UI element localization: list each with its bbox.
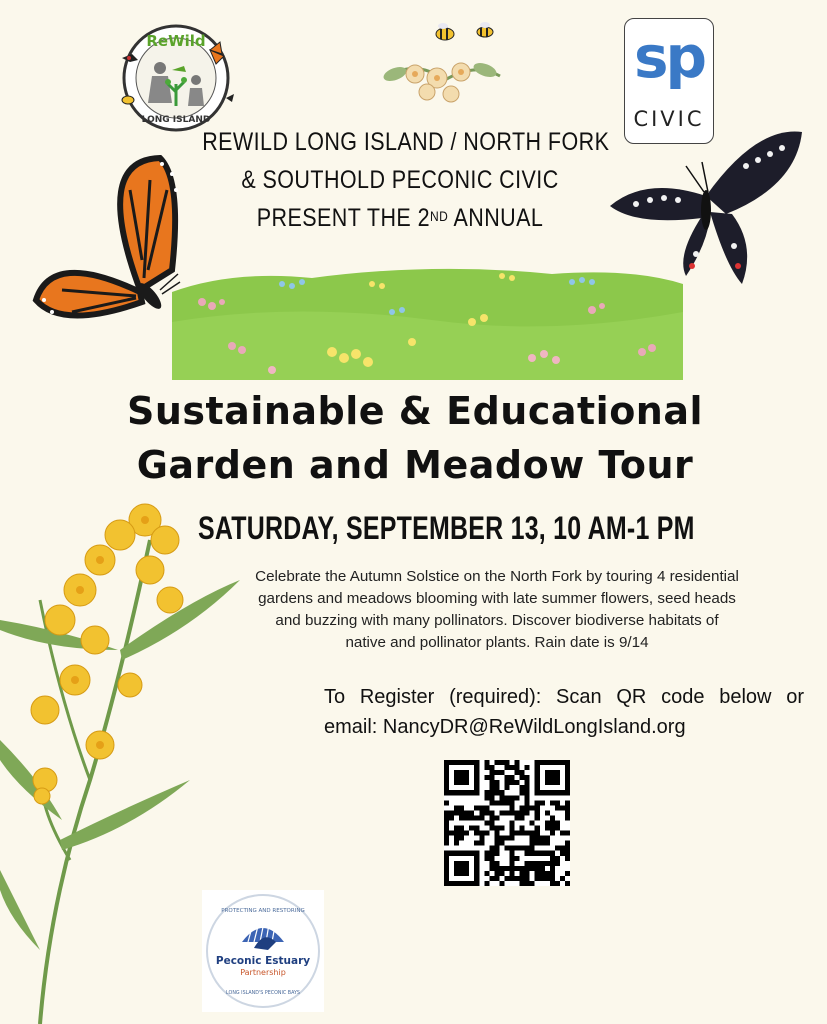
event-description <box>228 566 766 654</box>
bee-icon <box>477 22 493 37</box>
header-line-3 <box>202 199 598 237</box>
peconic-estuary-partnership-logo <box>202 890 324 1012</box>
title-line-2: Garden and Meadow Tour <box>136 443 694 487</box>
header-line-3-main: PRESENT THE 2 <box>256 204 430 232</box>
header-line-3-superscript: ND <box>429 208 449 224</box>
header-line-2: & SOUTHOLD PECONIC CIVIC <box>241 166 559 194</box>
header-line-1: REWILD LONG ISLAND / NORTH FORK <box>202 128 610 156</box>
rewild-long-island-logo <box>112 18 240 138</box>
peconic-logo-top-text: PROTECTING AND RESTORING <box>221 908 305 914</box>
bee-icon <box>436 23 454 40</box>
title-line-1: Sustainable & Educational <box>126 389 704 433</box>
flowers-bees-illustration <box>375 18 505 110</box>
registration-qr-code[interactable] <box>444 760 570 886</box>
sp-logo-letters: sp <box>633 23 705 91</box>
peconic-logo-name: Peconic Estuary <box>215 955 311 967</box>
peconic-logo-bottom-text: LONG ISLAND'S PECONIC BAYS <box>226 991 300 996</box>
header-line-3-end: ANNUAL <box>448 204 544 232</box>
rewild-logo-top-text: ReWild <box>146 32 206 50</box>
description-line-3: and buzzing with many pollinators. Discover biodiverse habitats of <box>275 612 719 629</box>
monarch-butterfly-illustration <box>32 150 182 325</box>
register-line-1: To Register (required): Scan QR code below or <box>324 686 804 708</box>
registration-info <box>324 682 804 742</box>
event-date: SATURDAY, SEPTEMBER 13, 10 AM-1 PM <box>198 510 695 546</box>
presenters-header <box>202 123 610 237</box>
description-line-2: gardens and meadows blooming with late summer flowers, seed heads <box>258 590 736 607</box>
peconic-logo-partnership: Partnership <box>240 968 286 977</box>
meadow-illustration <box>172 262 683 380</box>
rewild-logo-bottom-text: LONG ISLAND <box>141 115 211 125</box>
register-email[interactable]: email: NancyDR@ReWildLongIsland.org <box>324 716 686 738</box>
description-line-4: native and pollinator plants. Rain date is 9/14 <box>345 634 649 651</box>
event-title <box>70 384 760 492</box>
sp-logo-word: CIVIC <box>633 107 705 131</box>
description-line-1: Celebrate the Autumn Solstice on the North Fork by touring 4 residential <box>255 568 739 585</box>
